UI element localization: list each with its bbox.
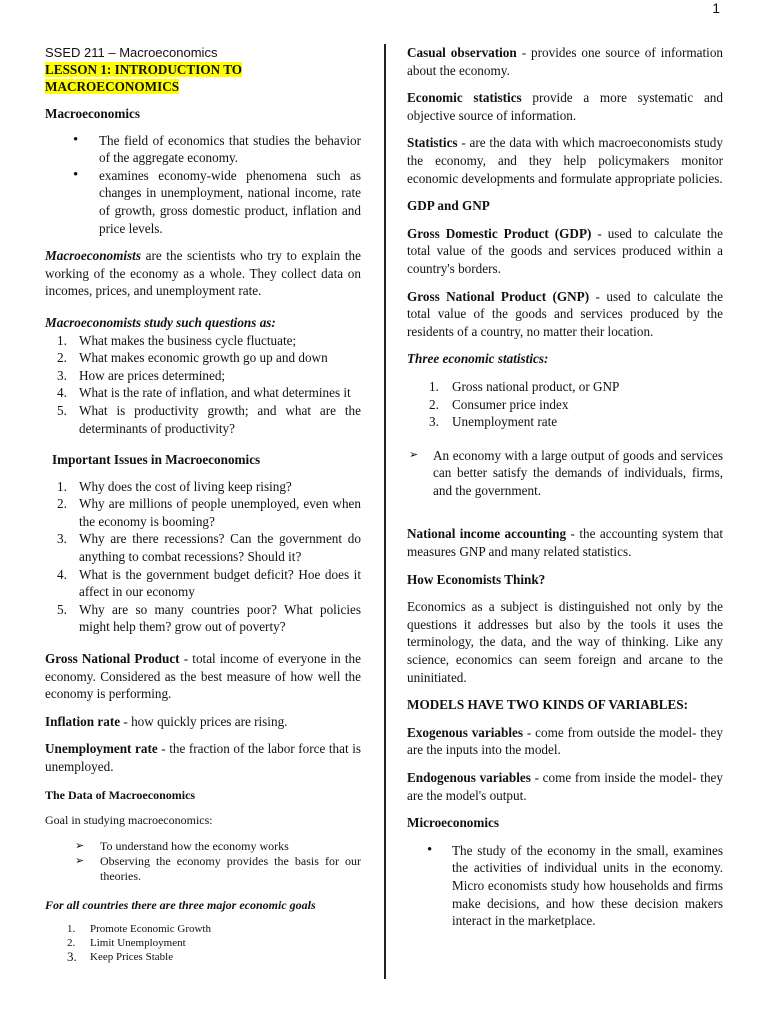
three-goals-heading: For all countries there are three major economic goals: [45, 897, 316, 912]
page-number: 1: [712, 0, 720, 16]
list-item: ➢ An economy with a large output of goods and services can better satisfy the demands of individuals, firms, and the government.: [407, 447, 723, 500]
list-item: 3. Why are there recessions? Can the government do anything to combat recessions? Should it?: [57, 531, 361, 565]
list-item: 1. Why does the cost of living keep rising?: [57, 478, 292, 494]
list-item: ➢ To understand how the economy works: [45, 839, 361, 854]
list-item: 3. Keep Prices Stable: [67, 948, 174, 964]
gdp-gnp-heading: GDP and GNP: [407, 198, 490, 214]
definition: - the fraction of the labor force that is unemployed.: [45, 741, 362, 774]
list-item: 1. Gross national product, or GNP: [429, 378, 620, 394]
term: Exogenous variables: [407, 724, 523, 740]
macroeconomics-bullets: [45, 132, 361, 238]
definition: - the accounting system that measures GNP and many related statistics.: [407, 526, 723, 560]
term: Unemployment rate: [45, 741, 158, 757]
lesson-title-text: LESSON 1: INTRODUCTION TO MACROECONOMICS: [45, 62, 243, 94]
macroeconomics-heading: Macroeconomics: [45, 106, 140, 121]
goal-text: Goal in studying macroeconomics:: [45, 812, 213, 827]
term: Casual observation: [407, 45, 517, 60]
left-column: [45, 44, 361, 964]
definition: - are the data with which macroeconomists study the economy, and they help policymakers monitor economic developments and formulate appropriate policies.: [407, 135, 723, 186]
study-questions-heading: Macroeconomists study such questions as:: [45, 314, 276, 330]
important-issues-list: [45, 478, 361, 636]
term: Inflation rate: [45, 713, 121, 729]
definition: - used to calculate the total value of the goods and services produced within a country's borders.: [407, 225, 723, 276]
definition: - come from inside the model- they are the model's output.: [407, 770, 723, 803]
three-statistics-heading: Three economic statistics:: [407, 351, 549, 367]
list-item: 2. Why are millions of people unemployed, even when the economy is booming?: [57, 496, 361, 529]
unemployment-definition: [45, 740, 361, 775]
casual-observation-definition: [407, 44, 723, 79]
how-economists-think-heading: How Economists Think?: [407, 571, 546, 587]
endogenous-definition: [407, 769, 723, 804]
list-item: 3. Unemployment rate: [429, 414, 558, 430]
statistics-definition: [407, 134, 723, 187]
economic-statistics-definition: [407, 89, 723, 124]
national-income-accounting-definition: [407, 525, 723, 560]
list-item: • examines economy-wide phenomena such as changes in unemployment, national income, rate of growth, gross domestic product, inflation and price levels.: [45, 167, 361, 237]
important-issues-heading: Important Issues in Macroeconomics: [52, 452, 261, 468]
three-statistics-list: [407, 378, 723, 431]
definition: - total income of everyone in the economy. Considered as the best measure of how well the economy is performing.: [45, 651, 361, 702]
list-item: 2. Consumer price index: [429, 396, 569, 412]
list-item: 1. Promote Economic Growth: [67, 922, 211, 935]
exogenous-definition: [407, 724, 723, 759]
list-item: 4. What is the rate of inflation, and what determines it: [57, 385, 351, 401]
definition: are the scientists who try to explain the working of the economy as a whole. They collect data on incomes, prices, and unemployment rate.: [45, 248, 361, 299]
definition: - used to calculate the total value of the goods and services produced by the residents of a country, no matter their location.: [407, 288, 723, 339]
gnp-definition: [407, 288, 723, 341]
term: National income accounting: [407, 526, 567, 542]
term: Endogenous variables: [407, 770, 531, 785]
list-item: 1. What makes the business cycle fluctuate;: [57, 332, 297, 348]
microeconomics-heading: Microeconomics: [407, 815, 500, 831]
term: Economic statistics: [407, 90, 522, 106]
definition: - how quickly prices are rising.: [120, 713, 288, 729]
gnp-definition: [45, 650, 361, 703]
right-column: [407, 44, 723, 930]
list-item: 2. Limit Unemployment: [67, 936, 186, 949]
column-divider: [384, 44, 386, 979]
definition: - provides one source of information about the economy.: [407, 45, 724, 78]
macroeconomists-definition: [45, 247, 361, 300]
list-item: ➢ Observing the economy provides the basis for our theories.: [45, 854, 361, 884]
list-item: 4. What is the government budget deficit? Hoe does it affect in our economy: [57, 566, 361, 600]
list-item: • The study of the economy in the small, examines the activities of individual units in the economy. Micro economists study how households and firms make decisions, and how these decision makers interact in the marketplace.: [407, 842, 723, 930]
lesson-title: [45, 61, 361, 95]
term: Gross National Product: [45, 651, 180, 667]
microeconomics-bullets: [407, 842, 723, 930]
list-item: 3. How are prices determined;: [57, 367, 226, 383]
how-economists-think-text: Economics as a subject is distinguished not only by the questions it addresses but also by the tools it uses the terminology, the data, and the way of thinking. Like any science, economics can seem foreign and arcane to the uninitiated.: [407, 599, 723, 685]
gdp-definition: [407, 225, 723, 278]
economy-note-list: [407, 447, 723, 500]
list-item: • The field of economics that studies the behavior of the aggregate economy.: [45, 132, 361, 167]
models-heading: MODELS HAVE TWO KINDS OF VARIABLES:: [407, 697, 689, 713]
course-title: SSED 211 – Macroeconomics: [45, 45, 218, 60]
list-item: 5. What is productivity growth; and what are the determinants of productivity?: [57, 402, 361, 436]
inflation-definition: [45, 713, 361, 731]
term: Gross Domestic Product (GDP): [407, 225, 592, 241]
term: Statistics: [407, 135, 458, 151]
term: Gross National Product (GNP): [407, 288, 590, 304]
definition: provide a more systematic and objective source of information.: [407, 90, 723, 123]
three-goals-list: [45, 922, 361, 964]
term: Macroeconomists: [45, 248, 141, 264]
definition: - come from outside the model- they are the inputs into the model.: [407, 724, 724, 758]
data-heading: The Data of Macroeconomics: [45, 787, 196, 802]
list-item: 5. Why are so many countries poor? What policies might help them? grow out of poverty?: [57, 601, 361, 635]
goals-list: [45, 839, 361, 884]
list-item: 2. What makes economic growth go up and down: [57, 350, 328, 366]
study-questions-list: [45, 332, 361, 438]
